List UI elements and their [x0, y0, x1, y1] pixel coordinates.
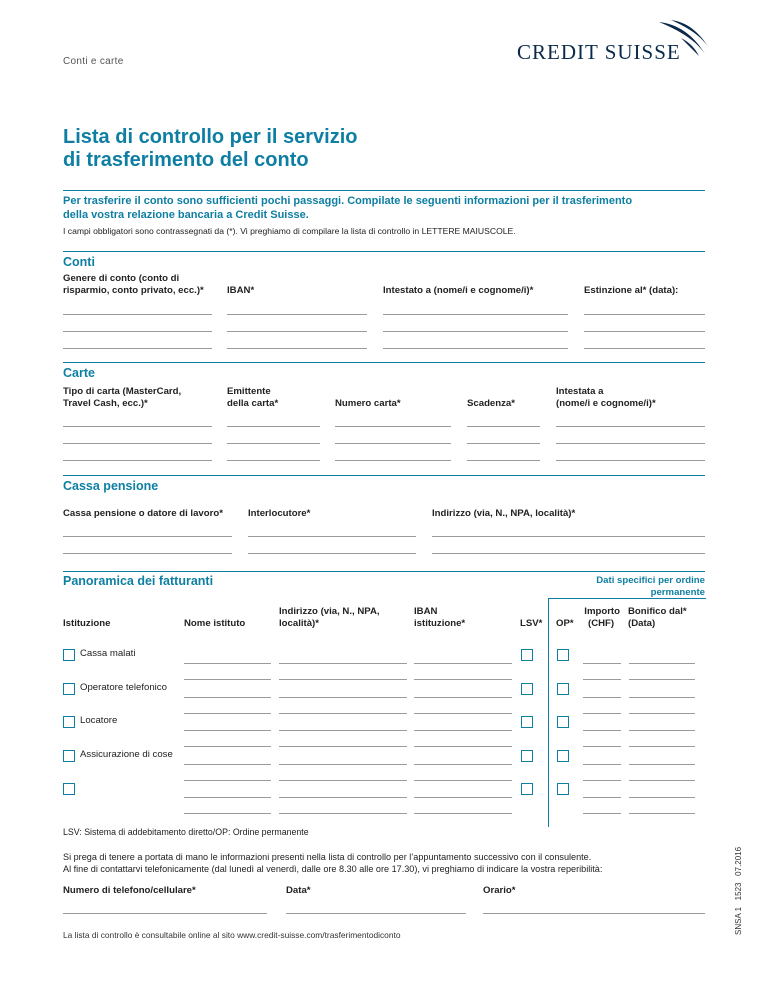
carte-input-line[interactable]: [335, 426, 451, 427]
fatturanti-input-line[interactable]: [629, 746, 695, 747]
fatturanti-input-line[interactable]: [583, 797, 621, 798]
row-checkbox[interactable]: [63, 683, 75, 695]
contact-date-label: Data*: [286, 885, 311, 896]
label-line: Bonifico dal*: [628, 606, 687, 617]
intro-line-2: della vostra relazione bancaria a Credit Suisse.: [63, 209, 309, 221]
label-line: Travel Cash, ecc.)*: [63, 398, 148, 409]
conti-col-iban: IBAN*: [227, 285, 255, 296]
conti-input-line[interactable]: [63, 314, 212, 315]
label-line: Importo: [584, 606, 620, 617]
fatturanti-input-line[interactable]: [583, 679, 621, 680]
label-line: Indirizzo (via, N., NPA,: [279, 606, 380, 617]
fatturanti-input-line[interactable]: [583, 713, 621, 714]
legend-text: LSV: Sistema di addebitamento diretto/OP: Ordine permanente: [63, 827, 309, 837]
cassa-col-fund: Cassa pensione o datore di lavoro*: [63, 508, 223, 519]
col-nome-istituto: Nome istituto: [184, 618, 246, 629]
fatturanti-input-line[interactable]: [629, 730, 695, 731]
fatturanti-input-line[interactable]: [414, 746, 512, 747]
op-checkbox[interactable]: [557, 783, 569, 795]
carte-input-line[interactable]: [467, 426, 540, 427]
fatturanti-input-line[interactable]: [414, 780, 512, 781]
fatturanti-input-line[interactable]: [279, 797, 407, 798]
conti-input-line[interactable]: [584, 348, 705, 349]
fatturanti-input-line[interactable]: [279, 663, 407, 664]
op-checkbox[interactable]: [557, 683, 569, 695]
row-checkbox[interactable]: [63, 716, 75, 728]
cassa-input-line[interactable]: [248, 536, 416, 537]
fatturanti-input-line[interactable]: [184, 697, 271, 698]
label-line: Dati specifici per ordine: [596, 575, 705, 586]
title-line-1: Lista di controllo per il servizio: [63, 126, 358, 148]
carte-input-line[interactable]: [467, 443, 540, 444]
divider: [63, 362, 705, 363]
op-checkbox[interactable]: [557, 716, 569, 728]
document-code: SNSA 1 1523 07.2016: [734, 846, 743, 935]
divider: [63, 475, 705, 476]
conti-input-line[interactable]: [383, 331, 568, 332]
fatturanti-input-line[interactable]: [279, 746, 407, 747]
col-lsv: LSV*: [520, 618, 543, 629]
conti-input-line[interactable]: [63, 331, 212, 332]
carte-col-number: Numero carta*: [335, 398, 401, 409]
label-line: permanente: [650, 587, 705, 598]
conti-input-line[interactable]: [584, 314, 705, 315]
fatturanti-input-line[interactable]: [184, 780, 271, 781]
label-line: istituzione*: [414, 618, 466, 629]
cassa-col-contact: Interlocutore*: [248, 508, 311, 519]
contact-time-label: Orario*: [483, 885, 516, 896]
contact-line-2: Al fine di contattarvi telefonicamente (dal lunedì al venerdì, dalle ore 8.30 alle ore 17.30), vi preghiamo di indicare la vostra reperibilità:: [63, 864, 603, 874]
carte-input-line[interactable]: [227, 443, 320, 444]
category-label: Conti e carte: [63, 56, 124, 67]
fatturanti-input-line[interactable]: [414, 679, 512, 680]
label-line: risparmio, conto privato, ecc.)*: [63, 285, 204, 296]
carte-input-line[interactable]: [556, 460, 705, 461]
credit-suisse-logo: [515, 18, 715, 68]
op-checkbox[interactable]: [557, 649, 569, 661]
conti-input-line[interactable]: [584, 331, 705, 332]
contact-text: [63, 851, 713, 875]
lsv-checkbox[interactable]: [521, 649, 533, 661]
cassa-input-line[interactable]: [432, 553, 705, 554]
divider: [63, 251, 705, 252]
online-note: La lista di controllo è consultabile online al sito www.credit-suisse.com/trasferimentodiconto: [63, 930, 401, 940]
fatturanti-input-line[interactable]: [414, 697, 512, 698]
col-istituzione: Istituzione: [63, 618, 111, 629]
conti-col-holder: Intestato a (nome/i e cognome/i)*: [383, 285, 534, 296]
fatturanti-input-line[interactable]: [184, 746, 271, 747]
label-line: (Data): [628, 618, 656, 629]
fatturanti-input-line[interactable]: [583, 697, 621, 698]
cassa-input-line[interactable]: [248, 553, 416, 554]
contact-time-field[interactable]: [483, 913, 705, 914]
fatturanti-input-line[interactable]: [629, 697, 695, 698]
fatturanti-input-line[interactable]: [279, 764, 407, 765]
fatturanti-input-line[interactable]: [279, 813, 407, 814]
fatturanti-input-line[interactable]: [629, 780, 695, 781]
permanent-order-heading: [551, 575, 705, 599]
conti-input-line[interactable]: [227, 331, 367, 332]
contact-phone-label: Numero di telefono/cellulare*: [63, 885, 196, 896]
contact-phone-field[interactable]: [63, 913, 267, 914]
carte-col-holder: [556, 386, 656, 410]
row-label: Operatore telefonico: [80, 682, 167, 693]
fatturanti-input-line[interactable]: [583, 746, 621, 747]
conti-input-line[interactable]: [383, 348, 568, 349]
carte-input-line[interactable]: [556, 426, 705, 427]
section-title-fatturanti: Panoramica dei fatturanti: [63, 574, 214, 588]
divider: [63, 571, 705, 572]
fatturanti-input-line[interactable]: [629, 764, 695, 765]
fatturanti-input-line[interactable]: [279, 730, 407, 731]
logo-text: CREDIT SUISSE: [517, 40, 681, 64]
carte-input-line[interactable]: [556, 443, 705, 444]
fatturanti-input-line[interactable]: [414, 730, 512, 731]
lsv-checkbox[interactable]: [521, 716, 533, 728]
carte-input-line[interactable]: [335, 443, 451, 444]
carte-input-line[interactable]: [63, 426, 212, 427]
fatturanti-input-line[interactable]: [184, 730, 271, 731]
divider: [63, 190, 705, 191]
cassa-input-line[interactable]: [63, 536, 232, 537]
section-title-conti: Conti: [63, 255, 95, 269]
op-checkbox[interactable]: [557, 750, 569, 762]
fatturanti-input-line[interactable]: [629, 679, 695, 680]
label-line: IBAN: [414, 606, 438, 617]
carte-input-line[interactable]: [335, 460, 451, 461]
label-line: località)*: [279, 618, 319, 629]
conti-input-line[interactable]: [227, 314, 367, 315]
label-line: Emittente: [227, 386, 271, 397]
conti-col-closing-date: Estinzione al* (data):: [584, 285, 679, 296]
intro-line-1: Per trasferire il conto sono sufficienti pochi passaggi. Compilate le seguenti informazioni per il trasferimento: [63, 195, 633, 207]
fatturanti-input-line[interactable]: [583, 813, 621, 814]
carte-col-issuer: [227, 386, 278, 410]
fatturanti-input-line[interactable]: [279, 697, 407, 698]
carte-input-line[interactable]: [467, 460, 540, 461]
fatturanti-input-line[interactable]: [583, 780, 621, 781]
carte-input-line[interactable]: [63, 443, 212, 444]
fatturanti-input-line[interactable]: [414, 713, 512, 714]
lsv-checkbox[interactable]: [521, 750, 533, 762]
fatturanti-input-line[interactable]: [583, 663, 621, 664]
cassa-input-line[interactable]: [432, 536, 705, 537]
fatturanti-input-line[interactable]: [414, 663, 512, 664]
contact-date-field[interactable]: [286, 913, 466, 914]
intro-text: [63, 194, 723, 222]
col-bonifico: [628, 606, 687, 630]
fatturanti-input-line[interactable]: [629, 797, 695, 798]
fatturanti-input-line[interactable]: [279, 713, 407, 714]
row-checkbox[interactable]: [63, 649, 75, 661]
label-line: Tipo di carta (MasterCard,: [63, 386, 182, 397]
conti-input-line[interactable]: [383, 314, 568, 315]
fatturanti-input-line[interactable]: [583, 730, 621, 731]
col-op: OP*: [556, 618, 574, 629]
fatturanti-input-line[interactable]: [629, 813, 695, 814]
conti-input-line[interactable]: [63, 348, 212, 349]
page-title: [63, 126, 358, 172]
label-line: Genere di conto (conto di: [63, 273, 180, 284]
conti-input-line[interactable]: [227, 348, 367, 349]
fatturanti-input-line[interactable]: [184, 813, 271, 814]
label-line: (CHF): [588, 618, 615, 629]
fatturanti-input-line[interactable]: [184, 679, 271, 680]
label-line: della carta*: [227, 398, 279, 409]
row-label: Cassa malati: [80, 648, 136, 659]
carte-input-line[interactable]: [227, 426, 320, 427]
carte-col-expiry: Scadenza*: [467, 398, 515, 409]
fatturanti-input-line[interactable]: [279, 679, 407, 680]
cassa-col-address: Indirizzo (via, N., NPA, località)*: [432, 508, 576, 519]
section-title-carte: Carte: [63, 366, 95, 380]
col-indirizzo: [279, 606, 380, 630]
fatturanti-input-line[interactable]: [184, 764, 271, 765]
title-line-2: di trasferimento del conto: [63, 149, 309, 171]
row-label: Locatore: [80, 715, 118, 726]
fatturanti-input-line[interactable]: [414, 764, 512, 765]
lsv-checkbox[interactable]: [521, 783, 533, 795]
fatturanti-input-line[interactable]: [414, 813, 512, 814]
fatturanti-input-line[interactable]: [583, 764, 621, 765]
carte-col-type: [63, 386, 181, 410]
intro-note: I campi obbligatori sono contrassegnati da (*). Vi preghiamo di compilare la lista di controllo in LETTERE MAIUSCOLE.: [63, 226, 516, 236]
lsv-checkbox[interactable]: [521, 683, 533, 695]
fatturanti-input-line[interactable]: [184, 663, 271, 664]
conti-col-account-type: [63, 273, 204, 297]
carte-input-line[interactable]: [63, 460, 212, 461]
label-line: (nome/i e cognome/i)*: [556, 398, 656, 409]
row-label: Assicurazione di cose: [80, 749, 173, 760]
fatturanti-input-line[interactable]: [629, 713, 695, 714]
col-iban-istituzione: [414, 606, 465, 630]
fatturanti-input-line[interactable]: [279, 780, 407, 781]
row-checkbox[interactable]: [63, 750, 75, 762]
section-title-cassa: Cassa pensione: [63, 479, 159, 493]
fatturanti-input-line[interactable]: [414, 797, 512, 798]
fatturanti-input-line[interactable]: [629, 663, 695, 664]
contact-line-1: Si prega di tenere a portata di mano le informazioni presenti nella lista di controllo per l’appuntamento successivo con il consulente.: [63, 852, 592, 862]
cassa-input-line[interactable]: [63, 553, 232, 554]
label-line: Intestata a: [556, 386, 604, 397]
fatturanti-input-line[interactable]: [184, 797, 271, 798]
row-checkbox[interactable]: [63, 783, 75, 795]
col-importo: [584, 606, 620, 630]
fatturanti-input-line[interactable]: [184, 713, 271, 714]
carte-input-line[interactable]: [227, 460, 320, 461]
